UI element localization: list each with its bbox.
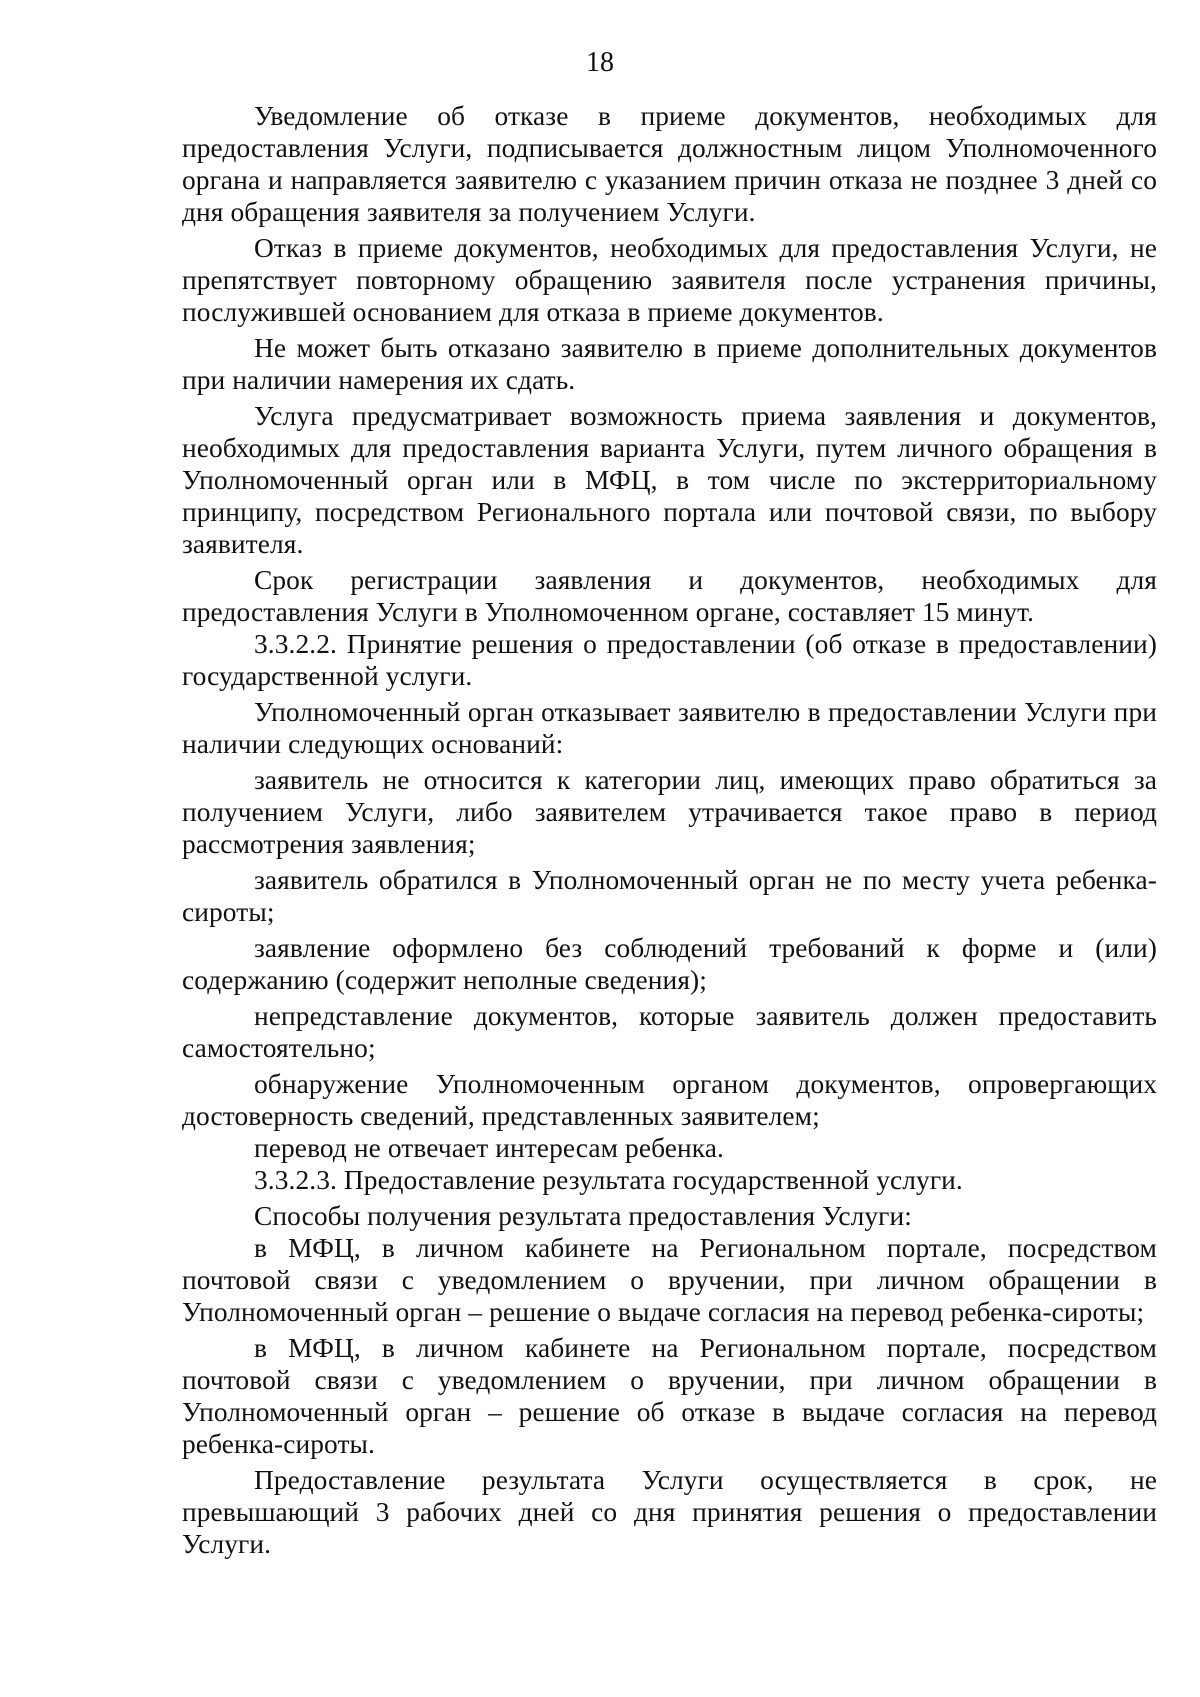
- section-heading-3-3-2-2: 3.3.2.2. Принятие решения о предоставлении (об отказе в предоставлении) государственной услуги.: [182, 629, 1157, 691]
- paragraph-refusal-grounds-intro: Уполномоченный орган отказывает заявителю в предоставлении Услуги при наличии следующих оснований:: [182, 697, 1157, 759]
- paragraph-refusal-no-obstacle: Отказ в приеме документов, необходимых для предоставления Услуги, не препятствует повторному обращению заявителя после устранения причины, послужившей основанием для отказа в приеме документов.: [182, 233, 1157, 327]
- list-item-ground-unreliable-data: обнаружение Уполномоченным органом документов, опровергающих достоверность сведений, представленных заявителем;: [182, 1069, 1157, 1131]
- list-item-ground-child-interests: перевод не отвечает интересам ребенка.: [254, 1133, 724, 1163]
- list-item-ground-wrong-place: заявитель обратился в Уполномоченный орган не по месту учета ребенка-сироты;: [182, 865, 1157, 927]
- paragraph-result-term: Предоставление результата Услуги осуществляется в срок, не превышающий 3 рабочих дней со дня принятия решения о предоставлении Услуги.: [182, 1465, 1157, 1559]
- paragraph-additional-documents: Не может быть отказано заявителю в приеме дополнительных документов при наличии намерения их сдать.: [182, 333, 1157, 395]
- list-item-result-consent: в МФЦ, в личном кабинете на Региональном портале, посредством почтовой связи с уведомлением о вручении, при личном обращении в Уполномоченный орган – решение о выдаче согласия на перевод ребенка-сироты;: [182, 1233, 1157, 1327]
- paragraph-registration-term: Срок регистрации заявления и документов, необходимых для предоставления Услуги в Уполномоченном органе, составляет 15 минут.: [182, 565, 1157, 627]
- document-body: [182, 100, 1157, 1560]
- list-item-ground-form: заявление оформлено без соблюдений требований к форме и (или) содержанию (содержит неполные сведения);: [182, 933, 1157, 995]
- list-item-result-refusal: в МФЦ, в личном кабинете на Региональном портале, посредством почтовой связи с уведомлением о вручении, при личном обращении в Уполномоченный орган – решение об отказе в выдаче согласия на перевод ребенка-сироты.: [182, 1333, 1157, 1459]
- list-item-ground-missing-documents: непредставление документов, которые заявитель должен предоставить самостоятельно;: [182, 1001, 1157, 1063]
- page-number: 18: [586, 47, 614, 78]
- paragraph-submission-methods: Услуга предусматривает возможность приема заявления и документов, необходимых для предоставления варианта Услуги, путем личного обращения в Уполномоченный орган или в МФЦ, в том числе по экстерриториальному принципу, посредством Регионального портала или почтовой связи, по выбору заявителя.: [182, 401, 1157, 559]
- paragraph-result-methods-intro: Способы получения результата предоставления Услуги:: [254, 1201, 912, 1231]
- paragraph-refusal-notice: Уведомление об отказе в приеме документов, необходимых для предоставления Услуги, подписывается должностным лицом Уполномоченного органа и направляется заявителю с указанием причин отказа не позднее 3 дней со дня обращения заявителя за получением Услуги.: [182, 101, 1157, 227]
- section-heading-3-3-2-3: 3.3.2.3. Предоставление результата государственной услуги.: [254, 1165, 963, 1195]
- list-item-ground-category: заявитель не относится к категории лиц, имеющих право обратиться за получением Услуги, либо заявителем утрачивается такое право в период рассмотрения заявления;: [182, 765, 1157, 859]
